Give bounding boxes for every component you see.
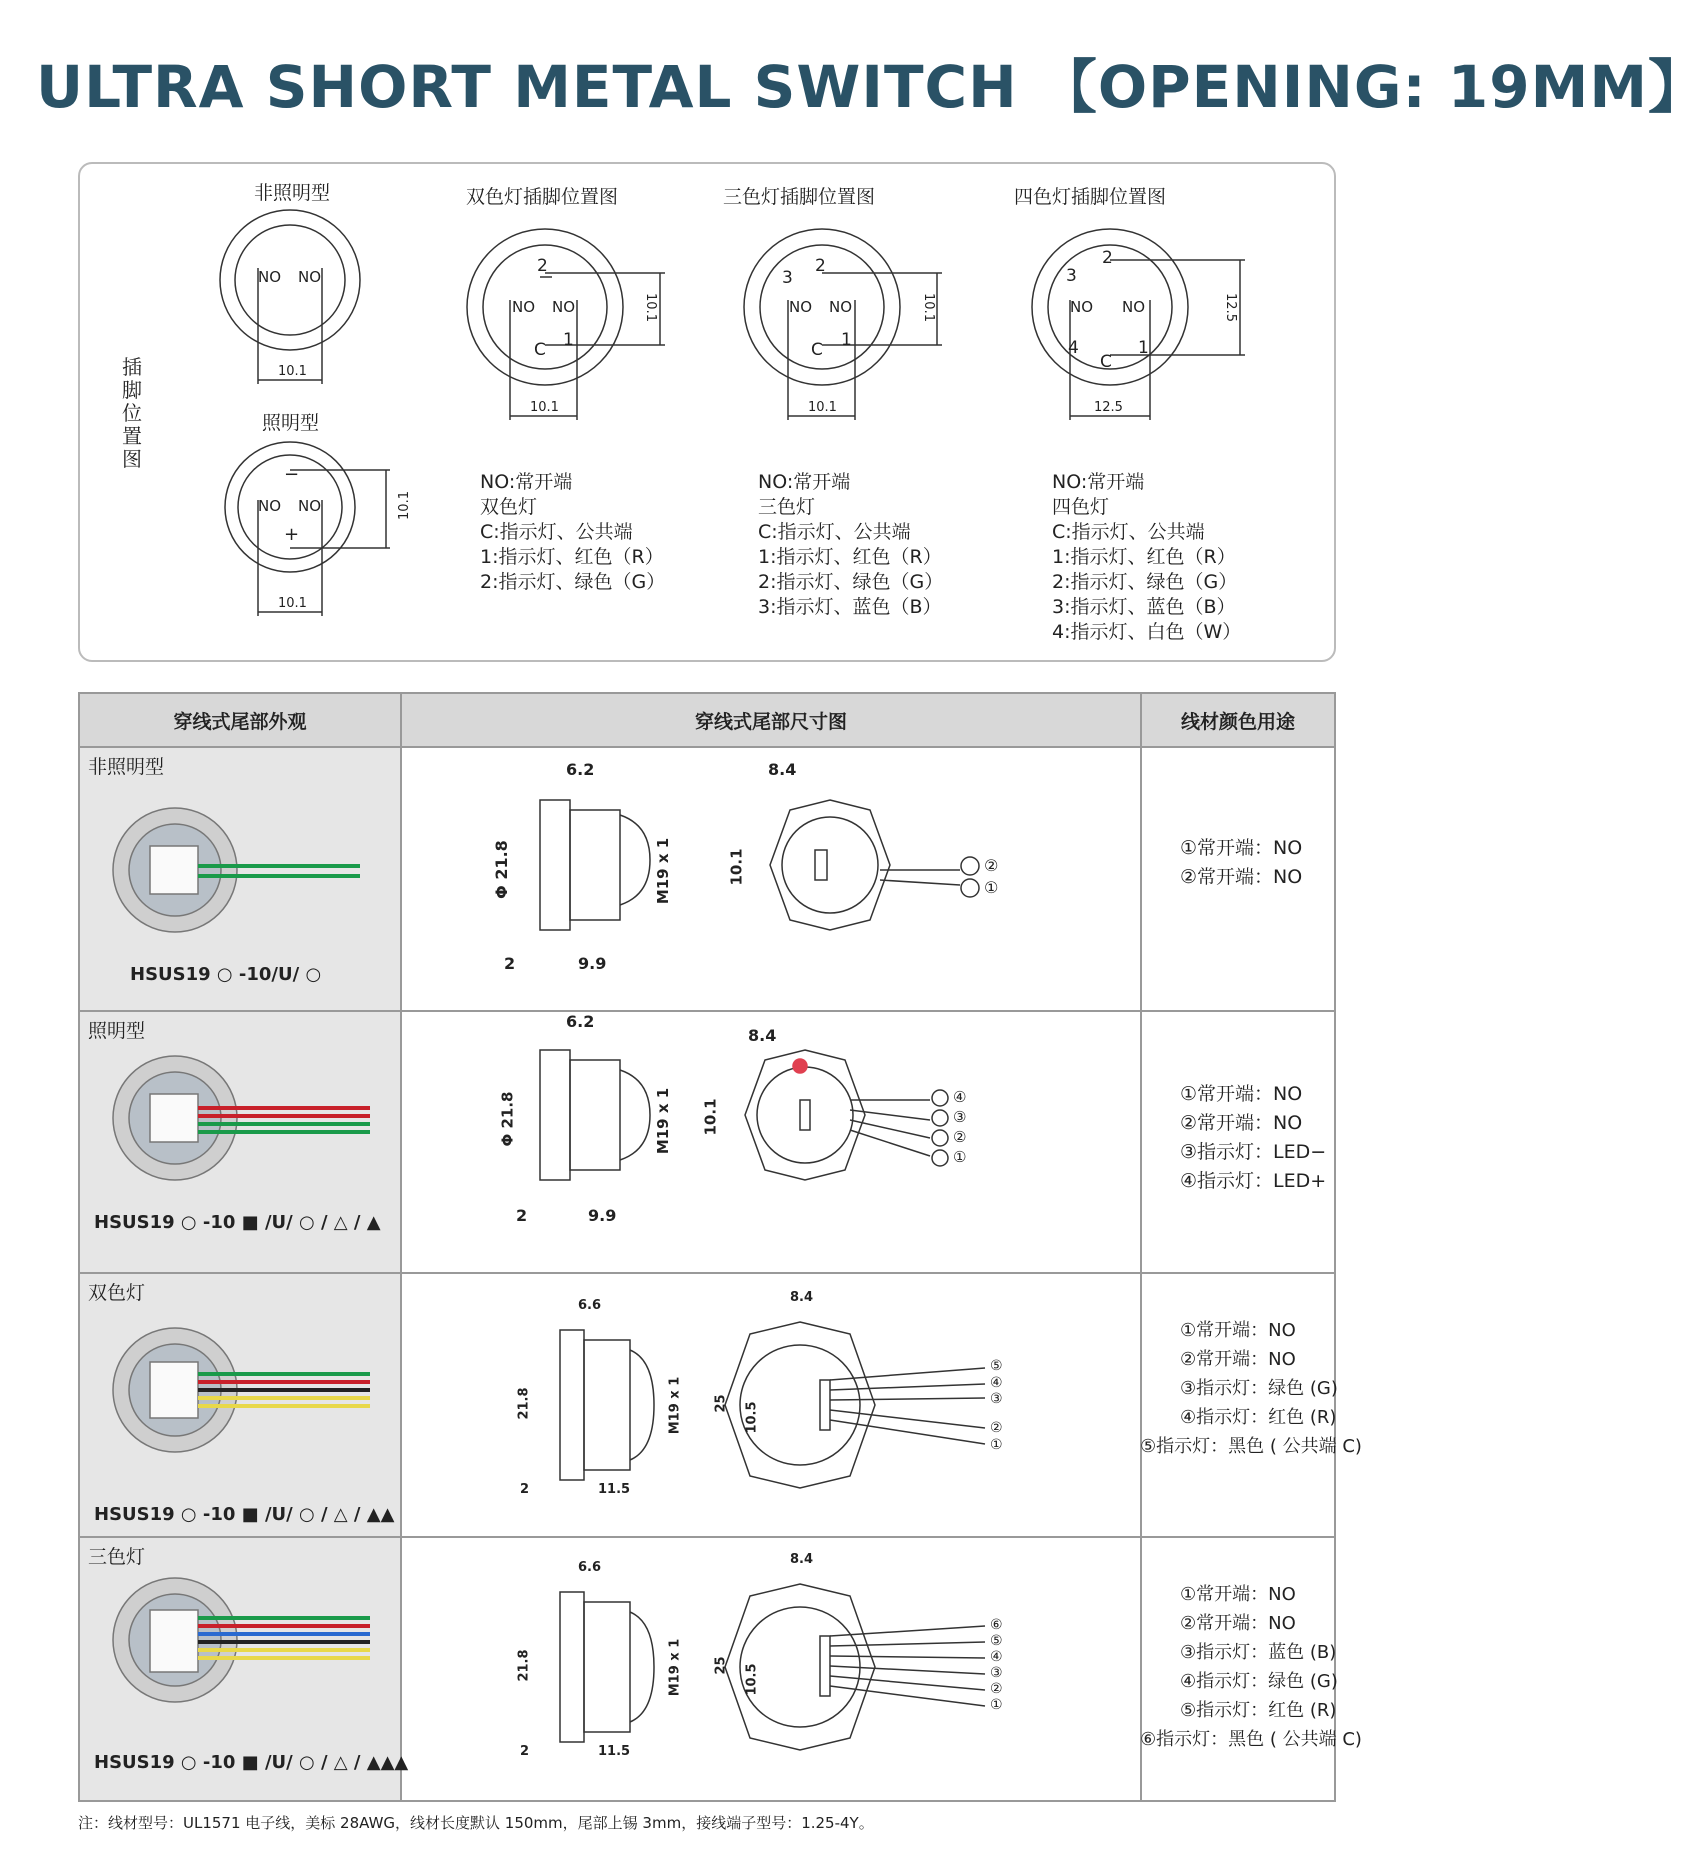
wire-list: ①常开端：NO ②常开端：NO ③指示灯：LED− ④指示灯：LED+: [1180, 1083, 1327, 1192]
pin-no-left: NO: [789, 298, 813, 316]
pin-no-right: NO: [552, 298, 576, 316]
row-label: 非照明型: [88, 756, 165, 778]
two-color-title: 双色灯插脚位置图: [466, 186, 619, 208]
pin-c: C: [534, 340, 546, 360]
dim-label: 2: [516, 1206, 528, 1225]
dim-label: 25: [713, 1394, 729, 1413]
dim-label: 10.1: [642, 293, 658, 322]
pin-1: 1: [841, 330, 852, 350]
page-title: ULTRA SHORT METAL SWITCH 【OPENING: 19MM】: [36, 53, 1707, 121]
dim-label: 12.5: [1222, 293, 1238, 322]
pin-no-left: NO: [258, 268, 282, 286]
wire-number: ②: [984, 856, 999, 875]
wire-number: ①: [953, 1148, 967, 1166]
wire-number: ①: [990, 1697, 1003, 1713]
pin-no-left: NO: [512, 298, 536, 316]
four-color-title: 四色灯插脚位置图: [1014, 186, 1167, 208]
wire-number: ④: [953, 1088, 967, 1106]
footnote: 注：线材型号：UL1571 电子线，美标 28AWG，线材长度默认 150mm，尾部上锡 3mm，接线端子型号：1.25-4Y。: [78, 1814, 874, 1832]
dim-label: 8.4: [768, 760, 797, 779]
dim-label: 11.5: [598, 1482, 631, 1497]
dim-label: 6.6: [578, 1560, 602, 1575]
minus-pin: −: [284, 464, 300, 485]
wire-list: ①常开端：NO ②常开端：NO ③指示灯：蓝色 (B) ④指示灯：绿色 (G) ⑤指示灯：红色 (R) ⑥指示灯：黑色 ( 公共端 C): [1140, 1584, 1362, 1750]
header-wire-colors: 线材颜色用途: [1142, 694, 1334, 748]
pin-3: 3: [1066, 266, 1077, 286]
model-code: HSUS19 ○ -10/U/ ○: [130, 964, 322, 985]
wire-number: ⑤: [990, 1633, 1003, 1649]
dim-label: 21.8: [516, 1649, 532, 1682]
dimension-drawing-row3: [560, 1322, 985, 1488]
row-label: 照明型: [88, 1020, 146, 1042]
wire-number: ②: [990, 1681, 1003, 1697]
pin-no-left: NO: [258, 497, 282, 515]
dim-label: 2: [520, 1482, 530, 1497]
wire-list: ①常开端：NO ②常开端：NO ③指示灯：绿色 (G) ④指示灯：红色 (R) ⑤指示灯：黑色 ( 公共端 C): [1140, 1320, 1362, 1457]
illuminated-title: 照明型: [262, 412, 320, 434]
plus-pin: +: [284, 524, 300, 545]
dim-label: 2: [520, 1744, 530, 1759]
dim-label: M19 x 1: [667, 1376, 683, 1435]
dim-label: 8.4: [748, 1026, 777, 1045]
dim-label: 10.1: [396, 491, 412, 520]
pin-1: 1: [563, 330, 574, 350]
dimension-drawing-row1: [540, 800, 979, 930]
dim-label: 21.8: [516, 1387, 532, 1420]
dim-label: 10.1: [530, 400, 559, 415]
pin-2: 2: [1102, 248, 1113, 268]
switch-photo: [113, 808, 237, 1702]
wire-number: ⑤: [990, 1358, 1003, 1374]
pin-3: 3: [782, 268, 793, 288]
dim-label: 10.5: [744, 1401, 760, 1434]
wire-number: ③: [953, 1108, 967, 1126]
wire-bundle: [198, 866, 370, 1658]
wire-number: ③: [990, 1665, 1003, 1681]
wire-number: ④: [990, 1649, 1003, 1665]
dimension-drawing-row2: [540, 1050, 948, 1180]
wire-number: ③: [990, 1391, 1003, 1407]
non-illuminated-title: 非照明型: [254, 182, 331, 204]
three-color-legend: NO:常开端 三色灯 C:指示灯、公共端 1:指示灯、红色（R） 2:指示灯、绿色（G） 3:指示灯、蓝色（B）: [758, 471, 944, 618]
dim-label: 9.9: [588, 1206, 617, 1225]
dim-label: 2: [504, 954, 516, 973]
dim-label: M19 x 1: [654, 1087, 673, 1155]
dim-label: 12.5: [1094, 400, 1123, 415]
two-color-legend: NO:常开端 双色灯 C:指示灯、公共端 1:指示灯、红色（R） 2:指示灯、绿色（G）: [480, 471, 666, 593]
pin-1: 1: [1138, 338, 1149, 358]
wire-number: ④: [990, 1375, 1003, 1391]
pin-no-right: NO: [298, 268, 322, 286]
pin-no-right: NO: [829, 298, 853, 316]
dim-label: 10.5: [744, 1663, 760, 1696]
dim-label: M19 x 1: [667, 1638, 683, 1697]
pin-no-right: NO: [1122, 298, 1146, 316]
dim-label: 8.4: [790, 1552, 814, 1567]
wire-number: ①: [984, 878, 999, 897]
four-color-legend: NO:常开端 四色灯 C:指示灯、公共端 1:指示灯、红色（R） 2:指示灯、绿色（G） 3:指示灯、蓝色（B） 4:指示灯、白色（W）: [1052, 471, 1242, 643]
pin-2: 2: [815, 256, 826, 276]
dim-label: 9.9: [578, 954, 607, 973]
dim-label: 8.4: [790, 1290, 814, 1305]
dim-label: 10.1: [808, 400, 837, 415]
pin-section-label: 插脚位置图: [122, 355, 142, 471]
wire-number: ②: [953, 1128, 967, 1146]
row-label: 双色灯: [88, 1282, 146, 1304]
model-code: HSUS19 ○ -10 ■ /U/ ○ / △ / ▲▲▲: [94, 1752, 409, 1773]
pin-2: 2: [537, 256, 548, 276]
pin-c: C: [811, 340, 823, 360]
model-code: HSUS19 ○ -10 ■ /U/ ○ / △ / ▲: [94, 1212, 381, 1233]
header-appearance: 穿线式尾部外观: [80, 694, 400, 748]
dim-label: 10.1: [920, 293, 936, 322]
dim-label: 6.2: [566, 760, 595, 779]
wire-list: ①常开端：NO ②常开端：NO: [1180, 837, 1303, 888]
wire-number: ⑥: [990, 1617, 1003, 1633]
three-color-title: 三色灯插脚位置图: [723, 186, 876, 208]
row-label: 三色灯: [88, 1546, 146, 1568]
dim-label: 10.1: [278, 596, 307, 611]
dim-label: 10.1: [701, 1098, 720, 1136]
pin-no-right: NO: [298, 497, 322, 515]
dimension-drawing-row4: [560, 1584, 985, 1750]
dim-label: 10.1: [727, 848, 746, 886]
dim-label: Φ 21.8: [498, 1091, 517, 1147]
dim-label: 11.5: [598, 1744, 631, 1759]
dim-label: 10.1: [278, 364, 307, 379]
dim-label: 6.2: [566, 1012, 595, 1031]
model-code: HSUS19 ○ -10 ■ /U/ ○ / △ / ▲▲: [94, 1504, 395, 1525]
dim-label: 6.6: [578, 1298, 602, 1313]
dim-label: Φ 21.8: [491, 840, 511, 899]
dim-label: 25: [713, 1656, 729, 1675]
pin-no-left: NO: [1070, 298, 1094, 316]
pin-c: C: [1100, 352, 1112, 372]
pin-4: 4: [1068, 338, 1079, 358]
wire-number: ②: [990, 1420, 1003, 1436]
dim-label: M19 x 1: [654, 837, 673, 905]
wire-number: ①: [990, 1437, 1003, 1453]
header-dimensions: 穿线式尾部尺寸图: [402, 694, 1140, 748]
